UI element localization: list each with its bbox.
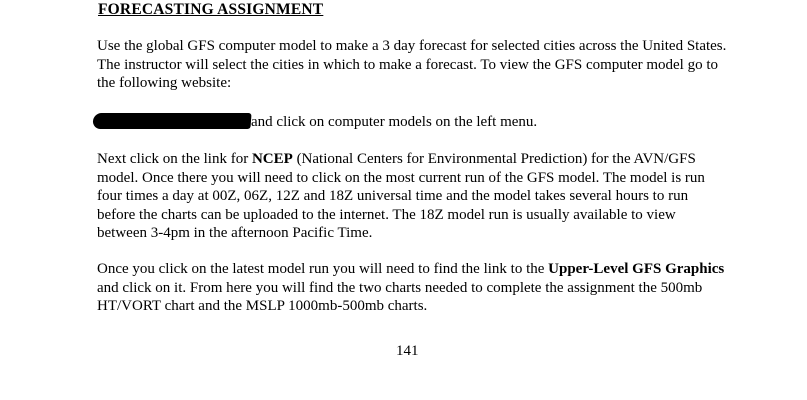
graphics-line-1-before: Once you click on the latest model run you will need to find the link to the — [97, 261, 549, 277]
website-line — [97, 113, 787, 132]
ncep-line-5: between 3-4pm in the afternoon Pacific Time. — [97, 225, 373, 241]
ncep-paragraph — [97, 150, 787, 243]
page-number: 141 — [396, 343, 419, 359]
assignment-heading: FORECASTING ASSIGNMENT — [98, 1, 324, 18]
intro-line-3: the following website: — [97, 75, 232, 91]
upper-level-graphics-term: Upper-Level GFS Graphics — [548, 261, 725, 277]
graphics-line-3: HT/VORT chart and the MSLP 1000mb-500mb charts. — [97, 298, 428, 314]
intro-paragraph — [97, 37, 787, 93]
intro-line-1: Use the global GFS computer model to make a 3 day forecast for selected cities across the United States. — [97, 38, 727, 54]
graphics-paragraph — [97, 260, 787, 316]
ncep-line-3: four times a day at 00Z, 06Z, 12Z and 18Z universal time and the model takes several hours to run — [97, 188, 689, 204]
redacted-url — [92, 113, 251, 129]
ncep-bold-term: NCEP — [251, 151, 293, 167]
graphics-line-1 — [97, 260, 787, 279]
ncep-line-1 — [97, 150, 787, 169]
website-instruction-text: and click on computer models on the left menu. — [251, 114, 538, 130]
ncep-line-1-before: Next click on the link for — [97, 151, 252, 167]
website-paragraph — [97, 113, 787, 132]
ncep-line-2: model. Once there you will need to click on the most current run of the GFS model. The model is run — [97, 169, 705, 186]
graphics-line-2: and click on it. From here you will find the two charts needed to complete the assignment the 500mb — [97, 279, 703, 296]
ncep-line-1-after: (National Centers for Environmental Prediction) for the AVN/GFS — [292, 151, 696, 167]
ncep-line-4: before the charts can be uploaded to the internet. The 18Z model run is usually available to view — [97, 206, 676, 223]
intro-line-2: The instructor will select the cities in which to make a forecast. To view the GFS computer model go to — [97, 56, 719, 73]
